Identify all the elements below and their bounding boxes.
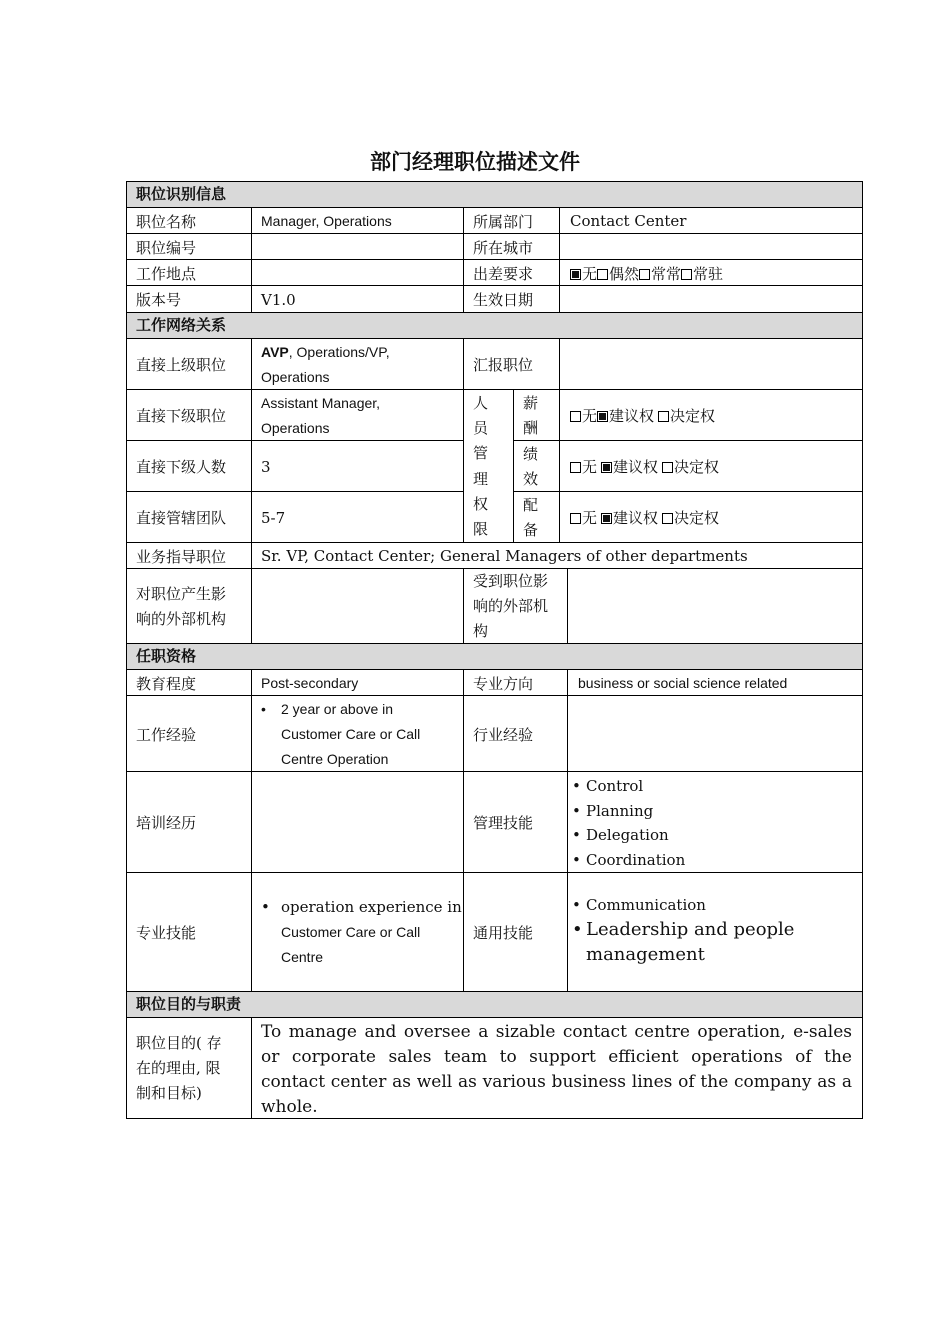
management-authority-label: 人 员 管 理 权 限 [473,393,489,539]
authority-performance-options [560,441,862,492]
team-label: 直接管辖团队 [136,509,227,527]
travel-option-occasional[interactable]: 偶然 [597,263,639,284]
page-title: 部门经理职位描述文件 [370,150,580,174]
pro-skills-value [251,873,463,992]
checkbox-empty-icon [662,462,673,473]
subordinate-value: Assistant Manager, Operations [261,394,381,436]
travel-option-none[interactable]: 无 [570,263,597,284]
guidance-value: Sr. VP, Contact Center; General Managers of other departments [261,547,748,565]
purpose-label: 职位目的( 存 在的理由, 限 制和目标) [136,1033,222,1102]
report-value [560,339,862,390]
experience-label: 工作经验 [136,725,197,744]
option-decide[interactable]: 决定权 [662,507,719,528]
department-value: Contact Center [570,212,687,230]
report-label: 汇报职位 [473,356,534,374]
authority-staffing-options [560,492,862,543]
general-skills-label: 通用技能 [473,924,534,942]
version-label: 版本号 [136,291,182,309]
subordinate-label: 直接下级职位 [136,407,227,425]
effective-date-label: 生效日期 [473,291,534,309]
checkbox-empty-icon [681,269,692,280]
mgmt-skills-value [568,774,862,873]
checkbox-empty-icon [570,513,581,524]
option-suggest[interactable]: 建议权 [601,456,658,477]
section-network: 工作网络关系 [126,313,862,339]
general-skills-value [568,893,862,983]
education-label: 教育程度 [136,674,197,693]
checkbox-checked-icon [597,411,608,422]
checkbox-empty-icon [658,411,669,422]
position-code-label: 职位编号 [136,238,197,257]
section-identity: 职位识别信息 [126,182,862,208]
authority-salary-options [560,390,862,441]
effective-date-value [560,286,862,313]
mgmt-skills-label: 管理技能 [473,814,534,832]
checkbox-empty-icon [597,269,608,280]
affected-label: 受到职位影 响的外部机 构 [473,572,549,640]
mgmt-skill-item: • Delegation [572,823,862,848]
industry-value [568,696,862,772]
position-name-value: Manager, Operations [261,213,392,229]
city-label: 所在城市 [473,238,534,257]
location-value [251,260,463,286]
checkbox-empty-icon [662,513,673,524]
general-skill-item: • Communication [572,893,862,917]
major-value: business or social science related [578,675,788,691]
option-suggest[interactable]: 建议权 [601,507,658,528]
industry-label: 行业经验 [473,725,534,744]
training-label: 培训经历 [136,814,197,832]
section-purpose: 职位目的与职责 [126,992,862,1018]
option-none[interactable]: 无 [570,456,597,477]
team-value: 5-7 [261,508,286,527]
travel-option-resident[interactable]: 常驻 [681,263,723,284]
section-qualification: 任职资格 [126,644,862,670]
option-decide[interactable]: 决定权 [658,405,715,426]
mgmt-skill-item: • Control [572,774,862,799]
authority-performance-label: 绩 效 [523,444,539,488]
authority-staffing-label: 配 备 [523,495,539,539]
department-label: 所属部门 [473,212,534,231]
position-name-label: 职位名称 [136,212,197,231]
checkbox-checked-icon [570,269,581,280]
external-influence-value [251,569,463,644]
city-value [560,234,862,260]
checkbox-checked-icon [601,462,612,473]
location-label: 工作地点 [136,264,197,283]
option-suggest[interactable]: 建议权 [597,405,654,426]
guidance-label: 业务指导职位 [136,547,227,566]
pro-skills-label: 专业技能 [136,924,197,942]
experience-item: • 2 year or above in Customer Care or Call Centre Operation [261,697,420,772]
pro-skill-item: • operation experience in Customer Care or Call Centre [261,895,462,970]
general-skill-item: • Leadership and people management [572,917,862,967]
mgmt-skill-item: • Coordination [572,848,862,873]
major-label: 专业方向 [473,674,534,693]
position-code-value [251,234,463,260]
superior-value: AVP, Operations/VP, Operations [261,343,390,385]
experience-value [251,696,463,772]
option-none[interactable]: 无 [570,507,597,528]
checkbox-empty-icon [570,411,581,422]
sub-count-value: 3 [261,457,271,476]
superior-label: 直接上级职位 [136,356,227,374]
option-none[interactable]: 无 [570,405,597,426]
option-decide[interactable]: 决定权 [662,456,719,477]
education-value: Post-secondary [261,675,359,691]
affected-value [568,569,862,644]
checkbox-checked-icon [601,513,612,524]
training-value [251,772,463,873]
purpose-text: To manage and oversee a sizable contact centre operation, e-sales or corporate sales team to support efficient operations of the contact center as well as various business lines of the company as a whole. [261,1022,852,1117]
travel-options [560,260,862,286]
travel-label: 出差要求 [473,264,534,283]
travel-option-often[interactable]: 常常 [639,263,681,284]
external-influence-label: 对职位产生影 响的外部机构 [136,584,227,628]
sub-count-label: 直接下级人数 [136,458,227,476]
checkbox-empty-icon [570,462,581,473]
version-value: V1.0 [261,290,296,309]
checkbox-empty-icon [639,269,650,280]
mgmt-skill-item: • Planning [572,799,862,824]
authority-salary-label: 薪 酬 [523,393,539,437]
